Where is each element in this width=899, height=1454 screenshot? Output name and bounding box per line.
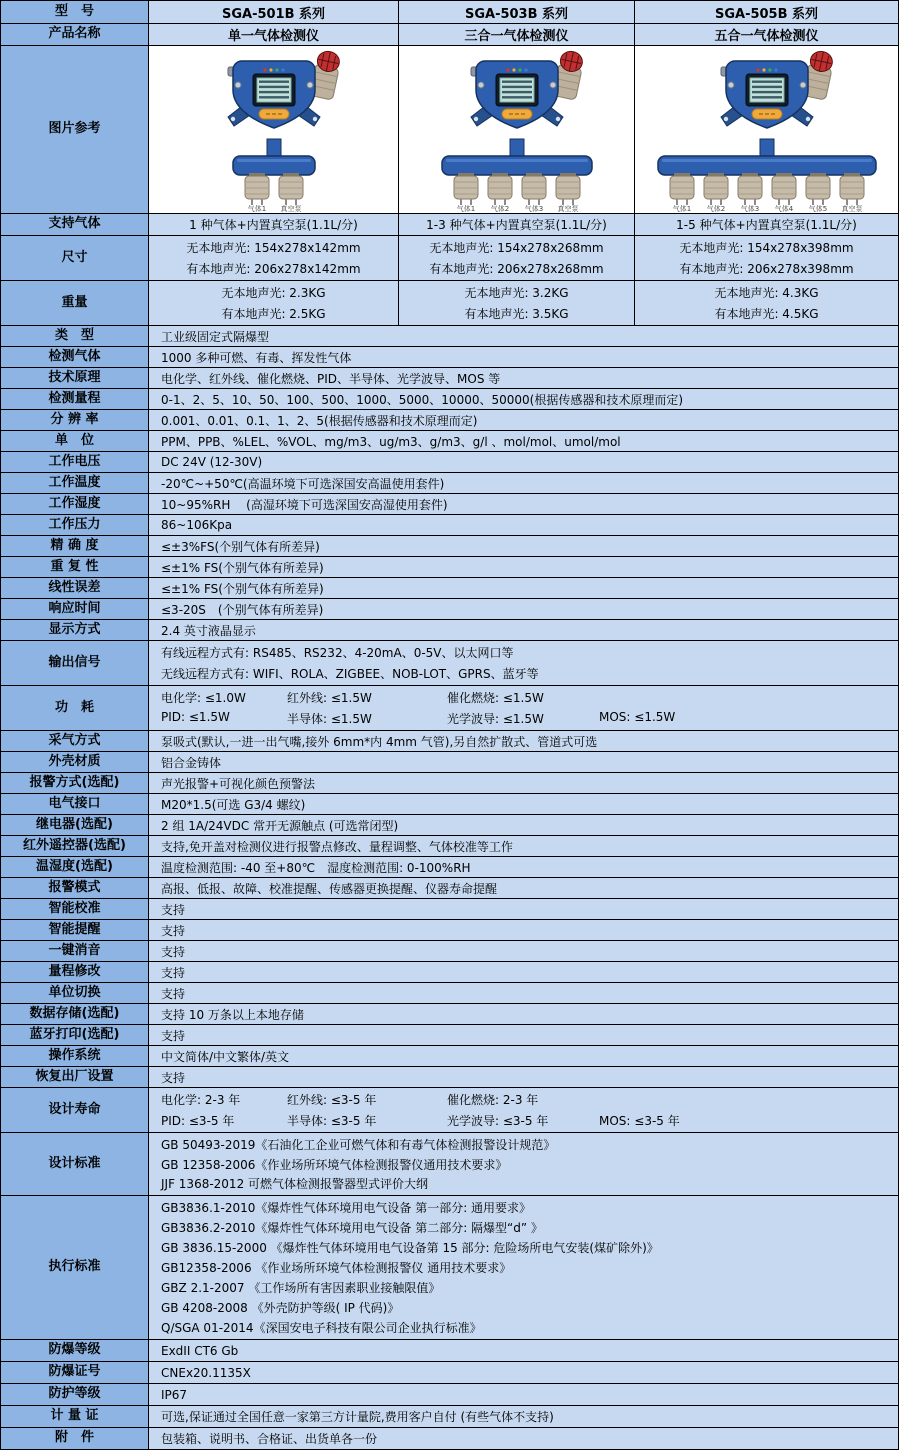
row-label-resolution: 分 辨 率 bbox=[1, 410, 149, 430]
value-line: 工业级固定式隔爆型 bbox=[161, 329, 270, 344]
spec-value-weight-col1 bbox=[149, 281, 399, 325]
value-line: ≤±1% FS(个别气体有所差异) bbox=[161, 581, 324, 596]
row-label-power: 功 耗 bbox=[1, 686, 149, 730]
spec-value-product-name-col2 bbox=[399, 24, 635, 45]
row-label-smart-calibration: 智能校准 bbox=[1, 899, 149, 919]
sensor-label: 真空泵 bbox=[557, 204, 578, 213]
sensor-label: 气体2 bbox=[706, 204, 725, 213]
value-segment: 半导体: ≤1.5W bbox=[287, 711, 372, 726]
spec-value-dimensions-col1 bbox=[149, 236, 399, 280]
row-temp-humidity-optional bbox=[1, 856, 898, 877]
spec-value-range-modify bbox=[149, 962, 898, 982]
row-technology bbox=[1, 367, 898, 388]
value-line: 2.4 英寸液晶显示 bbox=[161, 623, 256, 638]
spec-value-model-col1 bbox=[149, 1, 399, 23]
row-label-data-storage-optional: 数据存储(选配) bbox=[1, 1004, 149, 1024]
spec-value-units bbox=[149, 431, 898, 451]
value-segment: PID: ≤1.5W bbox=[161, 709, 230, 724]
sensor-cartridge bbox=[454, 173, 478, 213]
value-line bbox=[161, 1091, 886, 1108]
row-label-electrical-interface: 电气接口 bbox=[1, 794, 149, 814]
row-factory-reset bbox=[1, 1066, 898, 1087]
row-power bbox=[1, 685, 898, 730]
row-label-temperature: 工作温度 bbox=[1, 473, 149, 493]
row-explosion-class bbox=[1, 1339, 898, 1361]
row-label-explosion-class: 防爆等级 bbox=[1, 1340, 149, 1361]
value-line: 有本地声光: 3.5KG bbox=[464, 306, 569, 321]
value-line: 1000 多种可燃、有毒、挥发性气体 bbox=[161, 350, 352, 365]
row-label-units: 单 位 bbox=[1, 431, 149, 451]
row-ir-remote-optional bbox=[1, 835, 898, 856]
value-line: GB 12358-2006《作业场所环境气体检测报警仪通用技术要求》 bbox=[161, 1157, 508, 1172]
spec-value-explosion-class bbox=[149, 1340, 898, 1361]
value-segment: 红外线: ≤3-5 年 bbox=[287, 1093, 377, 1108]
value-line bbox=[161, 710, 886, 727]
sensor-label: 气体1 bbox=[672, 204, 691, 213]
value-line: GB3836.1-2010《爆炸性气体环境用电气设备 第一部分: 通用要求》 bbox=[161, 1201, 532, 1215]
row-os bbox=[1, 1045, 898, 1066]
row-label-housing: 外壳材质 bbox=[1, 752, 149, 772]
sensor-label: 真空泵 bbox=[280, 204, 301, 213]
spec-value-repeatability bbox=[149, 557, 898, 577]
value-line: 支持 bbox=[161, 944, 186, 959]
spec-value-unit-switch bbox=[149, 983, 898, 1003]
spec-value-power bbox=[149, 686, 898, 730]
spec-value-weight-col2 bbox=[399, 281, 635, 325]
row-label-ip-rating: 防护等级 bbox=[1, 1384, 149, 1405]
value-line: IP67 bbox=[161, 1387, 188, 1402]
row-response-time bbox=[1, 598, 898, 619]
sensor-cartridge bbox=[738, 173, 762, 213]
value-line: CNEx20.1135X bbox=[161, 1365, 251, 1380]
sensor-label: 气体3 bbox=[524, 204, 543, 213]
row-linearity bbox=[1, 577, 898, 598]
value-line: Q/SGA 01-2014《深国安电子科技有限公司企业执行标准》 bbox=[161, 1321, 482, 1335]
spec-value-explosion-cert bbox=[149, 1362, 898, 1383]
spec-value-linearity bbox=[149, 578, 898, 598]
sensor-label: 气体1 bbox=[247, 204, 266, 213]
value-line: 有本地声光: 2.5KG bbox=[221, 306, 326, 321]
spec-value-metrology-cert bbox=[149, 1406, 898, 1427]
value-line: SGA-503B 系列 bbox=[464, 6, 569, 22]
row-label-alarm-modes: 报警模式 bbox=[1, 878, 149, 898]
value-line: 无本地声光: 4.3KG bbox=[714, 286, 819, 301]
row-label-pressure: 工作压力 bbox=[1, 515, 149, 535]
spec-value-product-name-col1 bbox=[149, 24, 399, 45]
value-line: 温度检测范围: -40 至+80℃ 湿度检测范围: 0-100%RH bbox=[161, 860, 471, 875]
spec-value-factory-reset bbox=[149, 1067, 898, 1087]
row-humidity bbox=[1, 493, 898, 514]
value-line: 无本地声光: 154x278x142mm bbox=[186, 241, 361, 256]
spec-value-temperature bbox=[149, 473, 898, 493]
value-line bbox=[161, 1112, 886, 1129]
spec-value-temp-humidity-optional bbox=[149, 857, 898, 877]
value-line: 无本地声光: 2.3KG bbox=[221, 286, 326, 301]
row-housing bbox=[1, 751, 898, 772]
row-label-alarm-method-optional: 报警方式(选配) bbox=[1, 773, 149, 793]
sensor-cartridge bbox=[488, 173, 512, 213]
spec-value-one-key-mute bbox=[149, 941, 898, 961]
manifold-bar bbox=[442, 156, 592, 175]
value-line: 支持,免开盖对检测仪进行报警点修改、量程调整、气体校准等工作 bbox=[161, 839, 513, 854]
spec-value-design-life bbox=[149, 1088, 898, 1132]
row-label-dimensions: 尺寸 bbox=[1, 236, 149, 280]
row-label-output-signal: 输出信号 bbox=[1, 641, 149, 685]
row-label-display: 显示方式 bbox=[1, 620, 149, 640]
value-line: 包装箱、说明书、合格证、出货单各一份 bbox=[161, 1432, 378, 1446]
row-design-life bbox=[1, 1087, 898, 1132]
row-alarm-method-optional bbox=[1, 772, 898, 793]
value-line: 支持 10 万条以上本地存储 bbox=[161, 1007, 304, 1022]
row-label-bluetooth-print-optional: 蓝牙打印(选配) bbox=[1, 1025, 149, 1045]
spec-value-supported-gases-col3 bbox=[635, 214, 898, 235]
value-line: 支持 bbox=[161, 965, 186, 980]
sensor-cartridge bbox=[704, 173, 728, 213]
row-label-metrology-cert: 计 量 证 bbox=[1, 1406, 149, 1427]
row-label-type: 类 型 bbox=[1, 326, 149, 346]
row-label-one-key-mute: 一键消音 bbox=[1, 941, 149, 961]
spec-value-data-storage-optional bbox=[149, 1004, 898, 1024]
value-line: 0.001、0.01、0.1、1、2、5(根据传感器和技术原理而定) bbox=[161, 413, 478, 428]
row-smart-reminder bbox=[1, 919, 898, 940]
row-metrology-cert bbox=[1, 1405, 898, 1427]
value-line: 三合一气体检测仪 bbox=[464, 29, 569, 44]
spec-value-ip-rating bbox=[149, 1384, 898, 1405]
spec-value-display bbox=[149, 620, 898, 640]
value-segment: 电化学: ≤1.0W bbox=[161, 691, 246, 706]
spec-value-dimensions-col2 bbox=[399, 236, 635, 280]
spec-value-model-col3 bbox=[635, 1, 898, 23]
value-line: 支持 bbox=[161, 902, 186, 917]
sensor-label: 气体2 bbox=[490, 204, 509, 213]
row-label-detected-gases: 检测气体 bbox=[1, 347, 149, 367]
row-image-reference bbox=[1, 45, 898, 213]
row-label-accessories: 附 件 bbox=[1, 1428, 149, 1449]
spec-value-ir-remote-optional bbox=[149, 836, 898, 856]
value-line: GB12358-2006 《作业场所环境气体检测报警仪 通用技术要求》 bbox=[161, 1261, 512, 1275]
gas-detector-illustration bbox=[425, 47, 609, 213]
sensor-cartridge bbox=[840, 173, 864, 213]
value-line: 支持 bbox=[161, 923, 186, 938]
manifold-bar bbox=[658, 156, 876, 175]
value-line: JJF 1368-2012 可燃气体检测报警器型式评价大纲 bbox=[161, 1177, 429, 1192]
row-label-design-life: 设计寿命 bbox=[1, 1088, 149, 1132]
product-image-col2 bbox=[399, 46, 635, 213]
value-line: ≤±3%FS(个别气体有所差异) bbox=[161, 539, 320, 554]
sensor-cartridge bbox=[670, 173, 694, 213]
value-line: 2 组 1A/24VDC 常开无源触点 (可选常闭型) bbox=[161, 818, 399, 833]
spec-value-voltage bbox=[149, 452, 898, 472]
row-label-technology: 技术原理 bbox=[1, 368, 149, 388]
sensor-cartridge bbox=[245, 173, 269, 213]
value-segment: 催化燃烧: 2-3 年 bbox=[447, 1093, 539, 1108]
value-line: 泵吸式(默认,一进一出气嘴,接外 6mm*内 4mm 气管),另自然扩散式、管道式可选 bbox=[161, 734, 598, 749]
row-label-product-name: 产品名称 bbox=[1, 24, 149, 45]
value-segment: 电化学: 2-3 年 bbox=[161, 1093, 241, 1108]
row-label-os: 操作系统 bbox=[1, 1046, 149, 1066]
row-accuracy bbox=[1, 535, 898, 556]
row-label-image-reference: 图片参考 bbox=[1, 46, 149, 213]
row-label-weight: 重量 bbox=[1, 281, 149, 325]
row-electrical-interface bbox=[1, 793, 898, 814]
spec-value-product-name-col3 bbox=[635, 24, 898, 45]
value-line: GB 4208-2008 《外壳防护等级( IP 代码)》 bbox=[161, 1301, 400, 1315]
row-one-key-mute bbox=[1, 940, 898, 961]
spec-value-weight-col3 bbox=[635, 281, 898, 325]
row-label-supported-gases: 支持气体 bbox=[1, 214, 149, 235]
spec-value-model-col2 bbox=[399, 1, 635, 23]
value-segment: PID: ≤3-5 年 bbox=[161, 1113, 235, 1128]
value-line: 有本地声光: 206x278x398mm bbox=[679, 261, 854, 276]
row-supported-gases bbox=[1, 213, 898, 235]
row-pressure bbox=[1, 514, 898, 535]
spec-value-os bbox=[149, 1046, 898, 1066]
row-label-accuracy: 精 确 度 bbox=[1, 536, 149, 556]
sensor-cartridge bbox=[522, 173, 546, 213]
row-label-ir-remote-optional: 红外遥控器(选配) bbox=[1, 836, 149, 856]
value-line: 可选,保证通过全国任意一家第三方计量院,费用客户自付 (有些气体不支持) bbox=[161, 1410, 554, 1424]
value-line: 电化学、红外线、催化燃烧、PID、半导体、光学波导、MOS 等 bbox=[161, 371, 501, 386]
value-line: 无本地声光: 154x278x398mm bbox=[679, 241, 854, 256]
value-segment: MOS: ≤3-5 年 bbox=[599, 1113, 680, 1128]
value-line: 86~106Kpa bbox=[161, 518, 233, 532]
spec-value-smart-calibration bbox=[149, 899, 898, 919]
row-label-humidity: 工作湿度 bbox=[1, 494, 149, 514]
sensor-label: 气体5 bbox=[808, 204, 827, 213]
row-smart-calibration bbox=[1, 898, 898, 919]
value-line: 有本地声光: 4.5KG bbox=[714, 306, 819, 321]
spec-value-housing bbox=[149, 752, 898, 772]
row-weight bbox=[1, 280, 898, 325]
value-segment: MOS: ≤1.5W bbox=[599, 709, 676, 724]
spec-value-accuracy bbox=[149, 536, 898, 556]
value-line: 1-5 种气体+内置真空泵(1.1L/分) bbox=[676, 218, 857, 232]
value-line: 支持 bbox=[161, 986, 186, 1001]
row-label-smart-reminder: 智能提醒 bbox=[1, 920, 149, 940]
spec-value-technology bbox=[149, 368, 898, 388]
value-segment: 红外线: ≤1.5W bbox=[287, 691, 372, 706]
spec-value-type bbox=[149, 326, 898, 346]
row-label-relay-optional: 继电器(选配) bbox=[1, 815, 149, 835]
value-line: 无线远程方式有: WIFI、ROLA、ZIGBEE、NOB-LOT、GPRS、蓝牙等 bbox=[161, 666, 539, 681]
value-segment: 光学波导: ≤3-5 年 bbox=[447, 1113, 549, 1128]
value-line: 支持 bbox=[161, 1070, 186, 1085]
sensor-cartridge bbox=[556, 173, 580, 213]
row-executive-standards bbox=[1, 1195, 898, 1339]
value-line: 无本地声光: 154x278x268mm bbox=[429, 241, 604, 256]
spec-value-electrical-interface bbox=[149, 794, 898, 814]
row-label-repeatability: 重 复 性 bbox=[1, 557, 149, 577]
spec-value-detected-gases bbox=[149, 347, 898, 367]
value-line: GB3836.2-2010《爆炸性气体环境用电气设备 第二部分: 隔爆型“d” 》 bbox=[161, 1221, 543, 1235]
row-label-voltage: 工作电压 bbox=[1, 452, 149, 472]
spec-value-accessories bbox=[149, 1428, 898, 1449]
value-line: PPM、PPB、%LEL、%VOL、mg/m3、ug/m3、g/m3、g/l 、mol/mol、umol/mol bbox=[161, 434, 621, 449]
row-label-response-time: 响应时间 bbox=[1, 599, 149, 619]
value-line: GBZ 2.1-2007 《工作场所有害因素职业接触限值》 bbox=[161, 1281, 441, 1295]
row-data-storage-optional bbox=[1, 1003, 898, 1024]
spec-value-design-standards bbox=[149, 1133, 898, 1195]
row-units bbox=[1, 430, 898, 451]
sensor-cartridge bbox=[279, 173, 303, 213]
value-segment: 光学波导: ≤1.5W bbox=[447, 711, 544, 726]
spec-value-supported-gases-col2 bbox=[399, 214, 635, 235]
spec-value-resolution bbox=[149, 410, 898, 430]
gas-detector-illustration bbox=[182, 47, 366, 213]
value-line: SGA-505B 系列 bbox=[714, 6, 819, 22]
row-label-model: 型 号 bbox=[1, 1, 149, 23]
value-segment: 半导体: ≤3-5 年 bbox=[287, 1113, 377, 1128]
row-explosion-cert bbox=[1, 1361, 898, 1383]
spec-value-alarm-method-optional bbox=[149, 773, 898, 793]
row-label-linearity: 线性误差 bbox=[1, 578, 149, 598]
value-line: 1 种气体+内置真空泵(1.1L/分) bbox=[189, 218, 358, 232]
value-line: 单一气体检测仪 bbox=[227, 29, 319, 44]
product-image-col1 bbox=[149, 46, 399, 213]
row-range bbox=[1, 388, 898, 409]
spec-value-dimensions-col3 bbox=[635, 236, 898, 280]
value-line: 有本地声光: 206x278x268mm bbox=[429, 261, 604, 276]
row-accessories bbox=[1, 1427, 898, 1449]
spec-value-executive-standards bbox=[149, 1196, 898, 1339]
value-line: DC 24V (12-30V) bbox=[161, 455, 263, 469]
spec-value-range bbox=[149, 389, 898, 409]
row-unit-switch bbox=[1, 982, 898, 1003]
value-line: 声光报警+可视化颜色预警法 bbox=[161, 776, 316, 791]
value-line: ≤±1% FS(个别气体有所差异) bbox=[161, 560, 324, 575]
row-alarm-modes bbox=[1, 877, 898, 898]
spec-value-humidity bbox=[149, 494, 898, 514]
value-line: M20*1.5(可选 G3/4 螺纹) bbox=[161, 797, 306, 812]
row-label-range-modify: 量程修改 bbox=[1, 962, 149, 982]
value-line: 0-1、2、5、10、50、100、500、1000、5000、10000、50000(根据传感器和技术原理而定) bbox=[161, 392, 684, 407]
sensor-label: 气体4 bbox=[774, 204, 793, 213]
row-ip-rating bbox=[1, 1383, 898, 1405]
row-display bbox=[1, 619, 898, 640]
row-type bbox=[1, 325, 898, 346]
value-line: 铝合金铸体 bbox=[161, 755, 222, 770]
value-line: 无本地声光: 3.2KG bbox=[464, 286, 569, 301]
value-line: 10~95%RH (高湿环境下可选深国安高湿使用套件) bbox=[161, 497, 448, 512]
row-repeatability bbox=[1, 556, 898, 577]
spec-value-supported-gases-col1 bbox=[149, 214, 399, 235]
spec-value-pressure bbox=[149, 515, 898, 535]
row-resolution bbox=[1, 409, 898, 430]
spec-value-response-time bbox=[149, 599, 898, 619]
sensor-cartridge bbox=[806, 173, 830, 213]
row-model bbox=[1, 1, 898, 23]
value-line: SGA-501B 系列 bbox=[221, 6, 326, 22]
value-line: 支持 bbox=[161, 1028, 186, 1043]
value-line: 有本地声光: 206x278x142mm bbox=[186, 261, 361, 276]
sensor-label: 真空泵 bbox=[841, 204, 862, 213]
value-segment: 催化燃烧: ≤1.5W bbox=[447, 691, 544, 706]
row-label-executive-standards: 执行标准 bbox=[1, 1196, 149, 1339]
value-line: GB 3836.15-2000 《爆炸性气体环境用电气设备第 15 部分: 危险场所电气安装(煤矿除外)》 bbox=[161, 1241, 659, 1255]
value-line: ≤3-20S (个别气体有所差异) bbox=[161, 602, 324, 617]
product-image-col3 bbox=[635, 46, 898, 213]
row-dimensions bbox=[1, 235, 898, 280]
sensor-label: 气体3 bbox=[740, 204, 759, 213]
row-bluetooth-print-optional bbox=[1, 1024, 898, 1045]
row-detected-gases bbox=[1, 346, 898, 367]
value-line: 有线远程方式有: RS485、RS232、4-20mA、0-5V、以太网口等 bbox=[161, 646, 514, 661]
value-line: 五合一气体检测仪 bbox=[714, 29, 819, 44]
manifold-bar bbox=[233, 156, 315, 175]
row-label-factory-reset: 恢复出厂设置 bbox=[1, 1067, 149, 1087]
row-voltage bbox=[1, 451, 898, 472]
spec-value-sampling bbox=[149, 731, 898, 751]
sensor-label: 气体1 bbox=[456, 204, 475, 213]
row-design-standards bbox=[1, 1132, 898, 1195]
sensor-cartridge bbox=[772, 173, 796, 213]
spec-value-relay-optional bbox=[149, 815, 898, 835]
value-line: 中文简体/中文繁体/英文 bbox=[161, 1049, 290, 1064]
row-output-signal bbox=[1, 640, 898, 685]
value-line: ExdII CT6 Gb bbox=[161, 1343, 239, 1358]
value-line: GB 50493-2019《石油化工企业可燃气体和有毒气体检测报警设计规范》 bbox=[161, 1137, 556, 1152]
value-line bbox=[161, 689, 886, 706]
spec-value-alarm-modes bbox=[149, 878, 898, 898]
row-temperature bbox=[1, 472, 898, 493]
value-line: 1-3 种气体+内置真空泵(1.1L/分) bbox=[426, 218, 607, 232]
row-label-design-standards: 设计标准 bbox=[1, 1133, 149, 1195]
value-line: 高报、低报、故障、校准提醒、传感器更换提醒、仪器寿命提醒 bbox=[161, 881, 498, 896]
spec-value-smart-reminder bbox=[149, 920, 898, 940]
value-line: -20℃~+50℃(高温环境下可选深国安高温使用套件) bbox=[161, 476, 445, 491]
row-range-modify bbox=[1, 961, 898, 982]
spec-value-bluetooth-print-optional bbox=[149, 1025, 898, 1045]
row-label-temp-humidity-optional: 温湿度(选配) bbox=[1, 857, 149, 877]
row-sampling bbox=[1, 730, 898, 751]
row-product-name bbox=[1, 23, 898, 45]
gas-detector-illustration bbox=[648, 47, 886, 213]
row-relay-optional bbox=[1, 814, 898, 835]
row-label-range: 检测量程 bbox=[1, 389, 149, 409]
row-label-sampling: 采气方式 bbox=[1, 731, 149, 751]
row-label-unit-switch: 单位切换 bbox=[1, 983, 149, 1003]
row-label-explosion-cert: 防爆证号 bbox=[1, 1362, 149, 1383]
spec-value-output-signal bbox=[149, 641, 898, 685]
